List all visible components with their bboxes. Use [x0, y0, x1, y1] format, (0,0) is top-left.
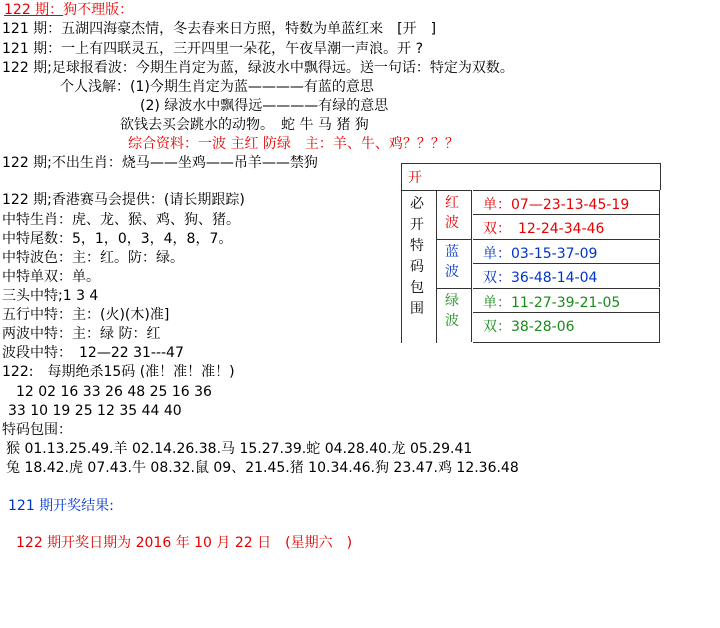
- green-even-cell: [473, 312, 660, 343]
- blue-odd-cell: [473, 239, 660, 263]
- blue-odd-text: 单：03-15-37-09: [483, 246, 598, 262]
- personal-line-2: (2) 绿波水中飘得远————有绿的意思: [140, 98, 389, 114]
- segment-line: 波段中特： 12—22 31---47: [2, 345, 184, 361]
- bao-line-1: 猴 01.13.25.49.羊 02.14.26.38.马 15.27.39.蛇 04.28.40.龙 05.29.41: [6, 441, 473, 457]
- red-wave-cell: [437, 190, 472, 239]
- line-121a: 121 期：五湖四海豪杰情，冬去春来日方照，特数为单蓝红来 [开 ]: [2, 21, 437, 37]
- no-zodiac-line: 122 期;不出生肖：烧马——坐鸡——吊羊——禁狗: [2, 155, 318, 171]
- hk-line: 122 期;香港赛马会提供：(请长期跟踪): [2, 192, 245, 208]
- blue-even-text: 双：36-48-14-04: [483, 270, 598, 286]
- header-note: 狗不理版：: [63, 2, 134, 18]
- header-line: [4, 1, 133, 19]
- kill-numbers-2: 33 10 19 25 12 35 44 40: [8, 403, 182, 419]
- table-side-label: 必开特码包围: [410, 196, 424, 317]
- bao-line-2: 兔 18.42.虎 07.43.牛 08.32.鼠 09、21.45.猪 10.34.46.狗 23.47.鸡 12.36.48: [6, 460, 519, 476]
- table-header: [401, 163, 661, 190]
- color-line: 中特波色：主：红。防：绿。: [2, 250, 184, 266]
- tail-line: 中特尾数：5，1，0，3，4，8，7。: [2, 231, 233, 247]
- personal-line-1: 个人浅解：(1)今期生肖定为蓝————有蓝的意思: [60, 79, 374, 95]
- table-header-text: 开: [408, 170, 422, 186]
- bao-title: 特码包围：: [2, 422, 72, 438]
- blue-even-cell: [473, 263, 660, 287]
- blue-wave-cell: [437, 239, 472, 288]
- date-line: 122 期开奖日期为 2016 年 10 月 22 日 (星期六 ): [16, 535, 353, 551]
- green-wave-cell: [437, 288, 472, 342]
- five-elements-line: 五行中特：主：(火)(木)准]: [2, 307, 170, 323]
- head-line: 三头中特;1 3 4: [2, 288, 99, 304]
- red-odd-text: 单：07—23-13-45-19: [483, 197, 630, 213]
- table-side-cell: [401, 190, 437, 343]
- green-odd-text: 单：11-27-39-21-05: [483, 295, 621, 311]
- green-wave-label: 绿波: [445, 293, 459, 329]
- summary-line: 综合资料：一波 主红 防绿 主：羊、牛、鸡？？？？: [128, 136, 459, 152]
- red-even-cell: [473, 214, 660, 238]
- kill-line: 122: 每期绝杀15码 (准！准！准！): [2, 364, 235, 380]
- issue-number: 122 期：: [4, 2, 64, 18]
- line-121b: 121 期：一上有四联灵五，三开四里一朵花，午夜旱潮一声浪。开 ?: [2, 41, 424, 57]
- two-wave-line: 两波中特：主：绿 防：红: [2, 326, 161, 342]
- line-122a: 122 期;足球报看波：今期生肖定为蓝，绿波水中飘得远。送一句话：特定为双数。: [2, 60, 514, 76]
- red-even-text: 双： 12-24-34-46: [483, 221, 605, 237]
- green-odd-cell: [473, 288, 660, 312]
- kill-numbers-1: 12 02 16 33 26 48 25 16 36: [16, 384, 212, 400]
- red-odd-cell: [473, 190, 660, 214]
- red-wave-label: 红波: [445, 195, 459, 231]
- blue-wave-label: 蓝波: [445, 244, 459, 280]
- prediction-table: [401, 163, 661, 343]
- zodiac-line: 中特生肖：虎、龙、猴、鸡、狗、猪。: [2, 212, 240, 228]
- odd-even-line: 中特单双：单。: [2, 269, 100, 285]
- animals-line: 欲钱去买会跳水的动物。 蛇 牛 马 猪 狗: [120, 117, 369, 133]
- green-even-text: 双：38-28-06: [483, 319, 575, 335]
- result-line: 121 期开奖结果:: [8, 498, 114, 514]
